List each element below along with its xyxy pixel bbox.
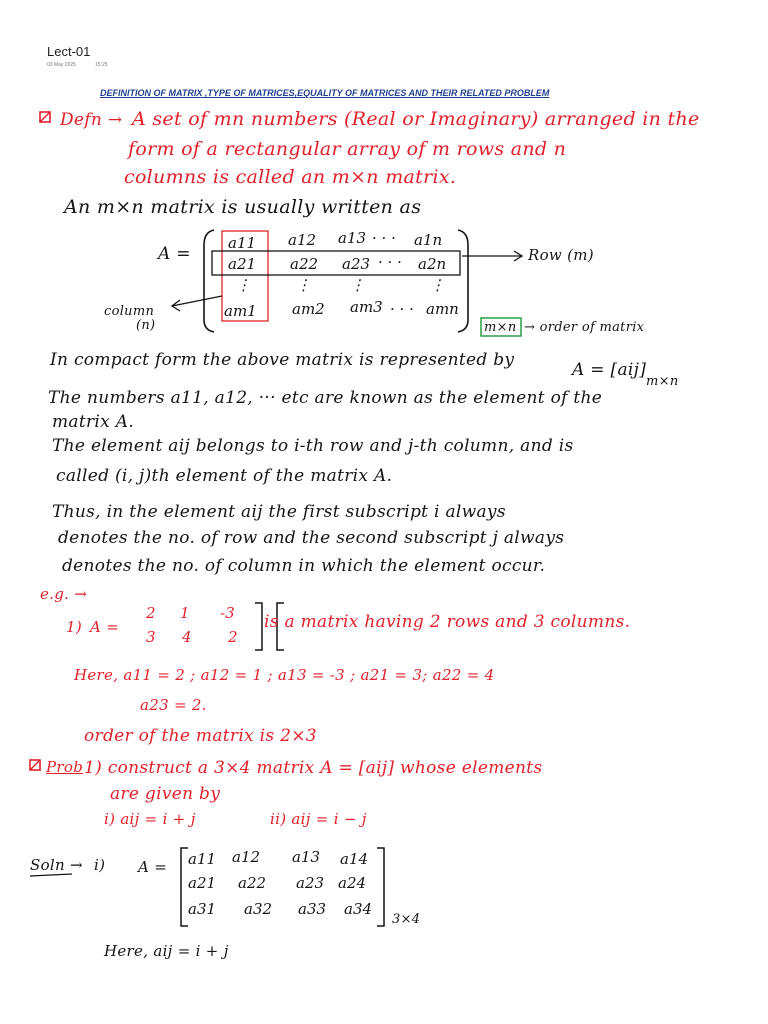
- page-heading: DEFINITION OF MATRIX ,TYPE OF MATRICES,EQUALITY OF MATRICES AND THEIR RELATED PROBLEM: [100, 88, 550, 98]
- matrix-cell: ⋮: [296, 276, 311, 294]
- example-number: 1): [66, 618, 82, 636]
- example-cell: 2: [146, 604, 156, 622]
- compact-form-expr: A = [aij]: [572, 360, 647, 380]
- lecture-date: 03 May 2025: [47, 62, 76, 68]
- order-box-text: m×n: [484, 320, 517, 335]
- thus-line-2: denotes the no. of row and the second subscript j always: [58, 528, 565, 548]
- solution-cell: a22: [238, 874, 267, 892]
- matrix-cell: am1: [224, 302, 257, 320]
- example-cell: -3: [220, 604, 235, 622]
- example-cell: 3: [146, 628, 156, 646]
- problem-label: Prob: [46, 758, 84, 776]
- checkbox-tick-problem: [30, 760, 40, 770]
- matrix-cell: a12: [288, 231, 317, 249]
- example-here-line-1: Here, a11 = 2 ; a12 = 1 ; a13 = -3 ; a21 = 3; a22 = 4: [74, 666, 495, 684]
- example-cell: 1: [180, 604, 190, 622]
- example-label: e.g. →: [40, 585, 88, 603]
- solution-part: i): [94, 856, 106, 874]
- solution-cell: a12: [232, 848, 261, 866]
- matrix-cell: ⋮: [430, 276, 445, 294]
- elements-line-2: matrix A.: [52, 412, 135, 432]
- column-label: column: [104, 304, 155, 319]
- definition-label: Defn →: [60, 110, 123, 130]
- solution-cell: a14: [340, 850, 369, 868]
- solution-underline: [30, 874, 72, 876]
- example-description: is a matrix having 2 rows and 3 columns.: [264, 612, 631, 632]
- matrix-cell: a22: [290, 255, 319, 273]
- matrix-cell: am3: [350, 298, 383, 316]
- problem-line-2: are given by: [110, 784, 221, 804]
- lecture-time: 15:25: [95, 62, 108, 68]
- matrix-cell: · · ·: [372, 229, 396, 247]
- solution-cell: a21: [188, 874, 217, 892]
- problem-part-i: i) aij = i + j: [104, 810, 196, 828]
- example-order: order of the matrix is 2×3: [84, 726, 317, 746]
- solution-right-bracket: [377, 848, 384, 926]
- checkbox-tick-definition: [40, 112, 50, 122]
- example-cell: 2: [228, 628, 238, 646]
- solution-cell: a13: [292, 848, 321, 866]
- solution-cell: a33: [298, 900, 327, 918]
- belongs-line-1: The element aij belongs to i-th row and j-th column, and is: [52, 436, 574, 456]
- row-label: Row (m): [528, 246, 594, 264]
- example-right-bracket: [255, 603, 262, 650]
- solution-label: Soln →: [30, 856, 83, 874]
- thus-line-3: denotes the no. of column in which the element occur.: [62, 556, 546, 576]
- matrix-cell: a1n: [414, 231, 443, 249]
- matrix-cell: a11: [228, 234, 257, 252]
- matrix-cell: am2: [292, 300, 325, 318]
- solution-cell: a11: [188, 850, 217, 868]
- definition-line-3: columns is called an m×n matrix.: [124, 166, 457, 188]
- matrix-cell: a2n: [418, 255, 447, 273]
- solution-cell: a34: [344, 900, 373, 918]
- matrix-cell: a23: [342, 255, 371, 273]
- solution-cell: a23: [296, 874, 325, 892]
- example-here-line-2: a23 = 2.: [140, 696, 207, 714]
- solution-cell: a31: [188, 900, 217, 918]
- matrix-cell: a21: [228, 255, 257, 273]
- solution-left-bracket: [181, 848, 188, 926]
- matrix-cell: · · ·: [378, 253, 402, 271]
- matrix-right-bracket: [458, 230, 468, 332]
- matrix-cell: · · ·: [390, 300, 414, 318]
- matrix-cell: ⋮: [350, 276, 365, 294]
- matrix-cell: a13: [338, 229, 367, 247]
- belongs-line-2: called (i, j)th element of the matrix A.: [56, 466, 393, 486]
- matrix-cell: amn: [426, 300, 459, 318]
- matrix-cell: ⋮: [236, 276, 251, 294]
- example-cell: 4: [182, 628, 192, 646]
- solution-cell: a32: [244, 900, 273, 918]
- compact-form-text: In compact form the above matrix is represented by: [50, 350, 515, 370]
- definition-line-2: form of a rectangular array of m rows and n: [128, 138, 567, 160]
- definition-line-1: A set of mn numbers (Real or Imaginary) arranged in the: [132, 108, 700, 130]
- order-label: → order of matrix: [524, 320, 645, 335]
- column-sub-label: (n): [136, 318, 156, 333]
- solution-order: 3×4: [392, 912, 421, 927]
- written-as-text: An m×n matrix is usually written as: [64, 196, 422, 218]
- solution-cell: a24: [338, 874, 367, 892]
- compact-form-subscript: m×n: [646, 374, 679, 389]
- solution-here: Here, aij = i + j: [104, 942, 229, 960]
- matrix-left-bracket: [204, 230, 214, 332]
- thus-line-1: Thus, in the element aij the first subscript i always: [52, 502, 506, 522]
- lecture-title: Lect-01: [47, 44, 91, 59]
- problem-line-1: 1) construct a 3×4 matrix A = [aij] whose elements: [84, 758, 543, 778]
- problem-part-ii: ii) aij = i − j: [270, 810, 367, 828]
- elements-line-1: The numbers a11, a12, ··· etc are known as the element of the: [48, 388, 603, 408]
- general-matrix-lhs: A =: [158, 244, 191, 264]
- solution-lhs: A =: [138, 858, 168, 876]
- example-lhs: A =: [90, 618, 120, 636]
